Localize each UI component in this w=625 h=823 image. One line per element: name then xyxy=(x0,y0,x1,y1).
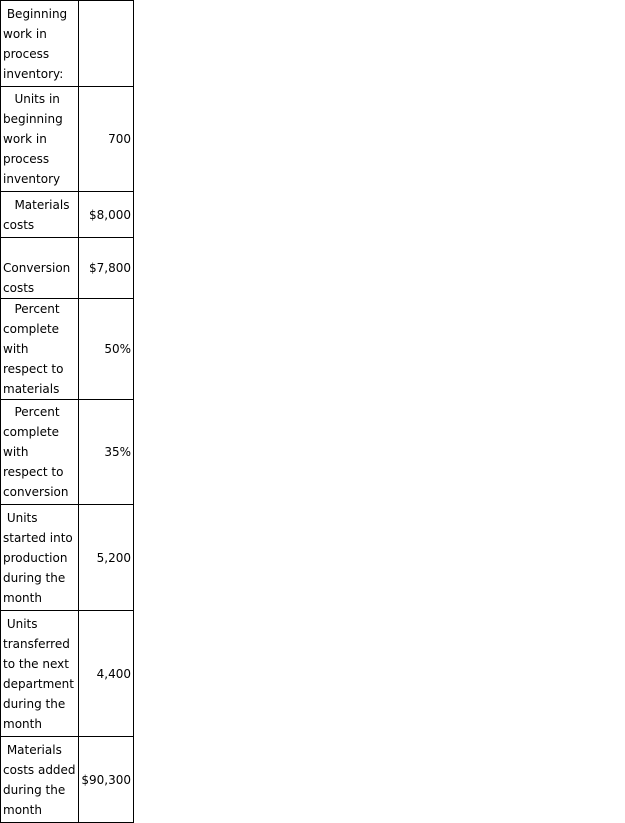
row-value-units-transferred: 4,400 xyxy=(79,611,134,737)
row-label-units-started: Units started into production during the month xyxy=(1,505,79,611)
row-value-units-beginning-wip: 700 xyxy=(79,87,134,192)
row-label-materials-costs: Materials costs xyxy=(1,192,79,238)
row-label-percent-conversion: Percent complete with respect to conversion xyxy=(1,400,79,505)
table-row xyxy=(1,87,134,192)
table-row xyxy=(1,238,134,299)
row-label-materials-added: Materials costs added during the month xyxy=(1,737,79,823)
row-label-units-beginning-wip: Units in beginning work in process inventory xyxy=(1,87,79,192)
row-label-conversion-costs: Conversion costs xyxy=(1,238,79,299)
table-row xyxy=(1,400,134,505)
table-row xyxy=(1,299,134,400)
table-row xyxy=(1,737,134,823)
row-value-materials-costs: $8,000 xyxy=(79,192,134,238)
row-value-conversion-costs: $7,800 xyxy=(79,238,134,299)
row-value-percent-materials: 50% xyxy=(79,299,134,400)
table-row xyxy=(1,1,134,87)
row-label-beginning-wip: Beginning work in process inventory: xyxy=(1,1,79,87)
data-table xyxy=(0,0,134,823)
row-label-percent-materials: Percent complete with respect to materials xyxy=(1,299,79,400)
table-row xyxy=(1,505,134,611)
row-value-beginning-wip xyxy=(79,1,134,87)
row-value-materials-added: $90,300 xyxy=(79,737,134,823)
table-row xyxy=(1,192,134,238)
row-value-units-started: 5,200 xyxy=(79,505,134,611)
row-label-units-transferred: Units transferred to the next department during the month xyxy=(1,611,79,737)
table-row xyxy=(1,611,134,737)
row-value-percent-conversion: 35% xyxy=(79,400,134,505)
